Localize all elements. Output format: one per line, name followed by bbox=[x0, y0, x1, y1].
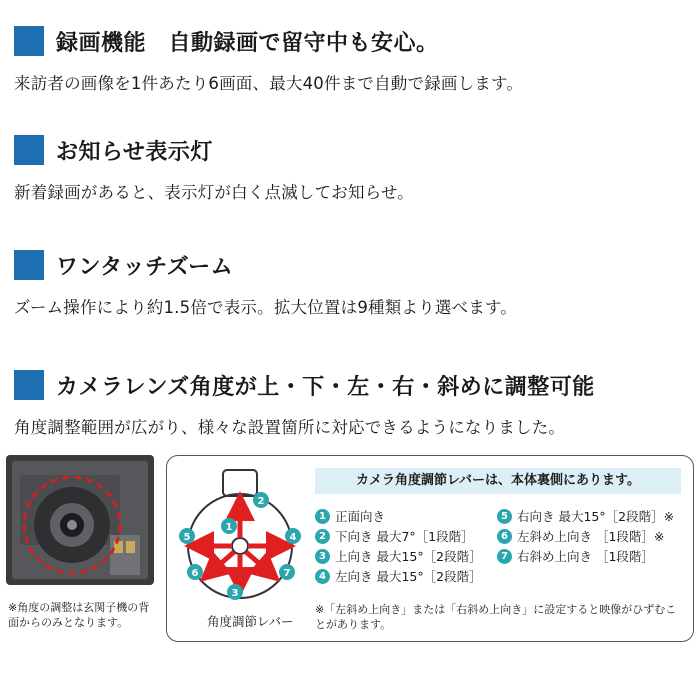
section-heading bbox=[14, 368, 694, 402]
legend-item bbox=[497, 546, 674, 566]
panel-note: ※「左斜め上向き」または「右斜め上向き」に設定すると映像がひずむことがあります。 bbox=[315, 603, 677, 631]
square-bullet-icon bbox=[14, 250, 44, 280]
svg-text:2: 2 bbox=[257, 496, 265, 507]
legend-item bbox=[497, 506, 674, 526]
feature-indicator bbox=[14, 133, 694, 203]
square-bullet-icon bbox=[14, 135, 44, 165]
number-badge-icon: 5 bbox=[497, 509, 512, 524]
legend-text: 左斜め上向き ［1段階］※ bbox=[517, 529, 665, 544]
legend-item bbox=[315, 506, 482, 526]
svg-text:5: 5 bbox=[183, 532, 191, 543]
device-note: ※角度の調整は玄関子機の背面からのみとなります。 bbox=[8, 601, 150, 629]
square-bullet-icon bbox=[14, 370, 44, 400]
number-badge-icon: 2 bbox=[315, 529, 330, 544]
square-bullet-icon bbox=[14, 26, 44, 56]
section-body: 来訪者の画像を1件あたり6画面、最大40件まで自動で録画します。 bbox=[14, 74, 524, 93]
section-body: ズーム操作により約1.5倍で表示。拡大位置は9種類より選べます。 bbox=[14, 298, 517, 317]
legend-left bbox=[315, 506, 482, 586]
number-badge-icon: 1 bbox=[315, 509, 330, 524]
legend-text: 上向き 最大15°［2段階］ bbox=[335, 549, 482, 564]
section-heading bbox=[14, 24, 694, 58]
number-badge-icon: 6 bbox=[497, 529, 512, 544]
legend-item bbox=[315, 526, 482, 546]
section-heading bbox=[14, 133, 694, 167]
legend-text: 正面向き bbox=[335, 509, 386, 524]
svg-text:3: 3 bbox=[231, 588, 239, 599]
section-title: お知らせ表示灯 bbox=[56, 139, 213, 165]
device-back-image bbox=[0, 455, 160, 590]
number-badge-icon: 7 bbox=[497, 549, 512, 564]
svg-text:7: 7 bbox=[283, 568, 291, 579]
section-heading bbox=[14, 248, 694, 282]
number-badge-icon: 4 bbox=[315, 569, 330, 584]
svg-text:6: 6 bbox=[191, 568, 199, 579]
lever-banner: カメラ角度調節レバーは、本体裏側にあります。 bbox=[315, 468, 681, 494]
legend-text: 左向き 最大15°［2段階］ bbox=[335, 569, 482, 584]
legend-text: 下向き 最大7°［1段階］ bbox=[335, 529, 474, 544]
lever-info-panel bbox=[166, 455, 694, 642]
svg-text:1: 1 bbox=[225, 522, 233, 533]
section-title: 録画機能 自動録画で留守中も安心。 bbox=[56, 30, 439, 56]
svg-text:4: 4 bbox=[289, 532, 297, 543]
feature-recording bbox=[14, 24, 694, 94]
section-title: カメラレンズ角度が上・下・左・右・斜めに調整可能 bbox=[56, 374, 595, 400]
legend-item bbox=[497, 526, 674, 546]
legend-item bbox=[315, 546, 482, 566]
lever-label: 角度調節レバー bbox=[207, 614, 294, 629]
legend-item bbox=[315, 566, 482, 586]
feature-angle bbox=[14, 368, 694, 438]
section-title: ワンタッチズーム bbox=[56, 254, 234, 280]
legend-right bbox=[497, 506, 674, 566]
feature-zoom bbox=[14, 248, 694, 318]
lever-diagram bbox=[177, 464, 307, 614]
number-badge-icon: 3 bbox=[315, 549, 330, 564]
legend-text: 右斜め上向き ［1段階］ bbox=[517, 549, 654, 564]
legend-text: 右向き 最大15°［2段階］※ bbox=[517, 509, 675, 524]
section-body: 新着録画があると、表示灯が白く点滅してお知らせ。 bbox=[14, 183, 414, 202]
section-body: 角度調整範囲が広がり、様々な設置箇所に対応できるようになりました。 bbox=[14, 418, 566, 437]
